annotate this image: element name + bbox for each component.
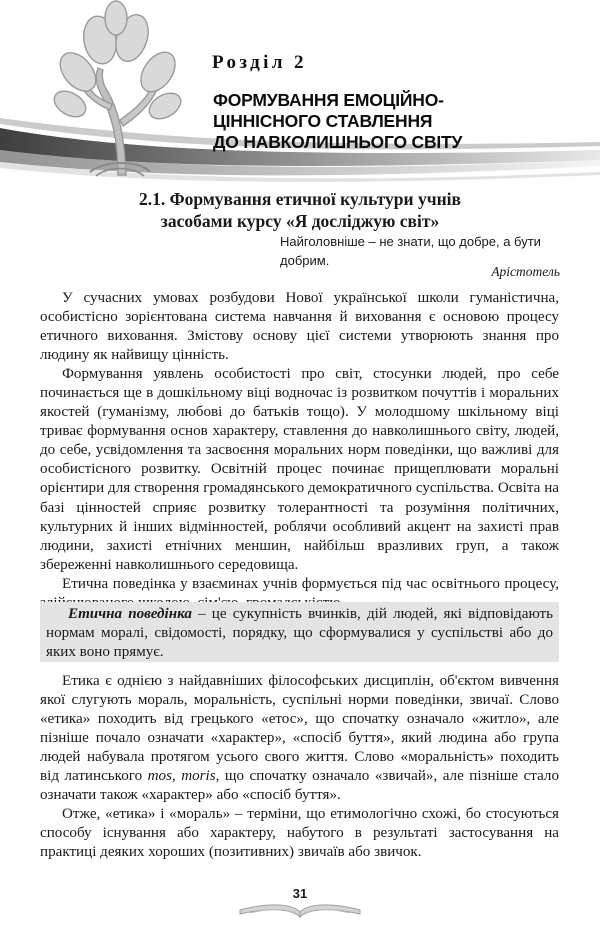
paragraph-part: , що спочатку означало «звичай», але пізніше стало означати також «характер» або «спосіб буття». (40, 768, 559, 804)
section-heading-line: засобами курсу «Я досліджую світ» (160, 211, 440, 231)
paragraph-part: Етика є однією з найдавніших філософських дисциплін, об'єктом вивчення якої слугують мораль, моральність, суспільні норми поведінки, звичаї. Слово «етика» походить від грецького «етос», що спочатку означало «житло», але пізніше почало означати «характер», «спосіб буття», який людина або група людей набувала протягом усього свого життя. Слово «моральність» походить від латинського (40, 673, 559, 785)
definition-text (40, 602, 559, 662)
paragraph: У сучасних умовах розбудови Нової української школи гуманістична, особистісно зорієнтована система навчання й виховання є основою процесу етичного виховання. Змістову основу цієї системи утворюють знання про людину як найвищу цінність. (40, 290, 559, 364)
paragraph: Формування уявлень особистості про світ, стосунки людей, про себе починається ще в дошкільному віці водночас із розвитком почуттів і моральних якостей (гуманізму, любові до батьків тощо). У молодшому шкільному віці триває формування основ характеру, ставлення до навколишнього світу, людей, до себе, усвідомлення та засвоєння моральних норм поведінки, що важливі для особистісного розвитку. Освітній процес починає прищеплювати моральні орієнтири для створення громадянського демократичного суспільства. Освіта на базі цінностей сприяє розвитку толерантності та розуміння політичних, культурних й інших відмінностей, роблячи особливий акцент на захисті прав людини, захисті етнічних меншин, найбільш вразливих груп, а також збереженні навколишнього середовища. (40, 366, 559, 573)
definition-box (40, 602, 559, 662)
section-heading-line: 2.1. Формування етичної культури учнів (138, 189, 461, 209)
definition-term: Етична поведінка (68, 606, 192, 622)
chapter-title-line: ФОРМУВАННЯ ЕМОЦІЙНО- (213, 90, 444, 110)
page-number: 31 (292, 886, 308, 901)
chapter-title-line: ДО НАВКОЛИШНЬОГО СВІТУ (213, 132, 463, 152)
chapter-header (0, 0, 600, 185)
chapter-label: Розділ 2 (212, 52, 307, 73)
epigraph-quote: Найголовніше – не знати, що добре, а бути добрим. (280, 234, 541, 268)
main-text-continued (40, 672, 559, 862)
definition-body: – це сукупність вчинків, дій людей, які відповідають нормам моралі, свідомості, порядку, що сформувалися у суспільстві або до яких воно прямує. (46, 606, 553, 661)
paragraph (40, 672, 559, 805)
paragraph: Отже, «етика» і «мораль» – терміни, що етимологічно схожі, бо стосуються способу існування або характеру, набутого в результаті застосування на практиці деяких хороших (позитивних) звичаїв або звичок. (40, 806, 559, 861)
main-text (40, 289, 559, 613)
section-heading (60, 188, 540, 232)
page-footer (230, 880, 370, 924)
paragraph: Етична поведінка у взаєминах учнів формується під час освітнього процесу, (62, 575, 559, 592)
epigraph-author: Арістотель (491, 264, 560, 279)
chapter-title (213, 90, 593, 153)
chapter-title-line: ЦІННІСНОГО СТАВЛЕННЯ (213, 111, 433, 131)
latin-term: mos, moris (147, 768, 216, 785)
